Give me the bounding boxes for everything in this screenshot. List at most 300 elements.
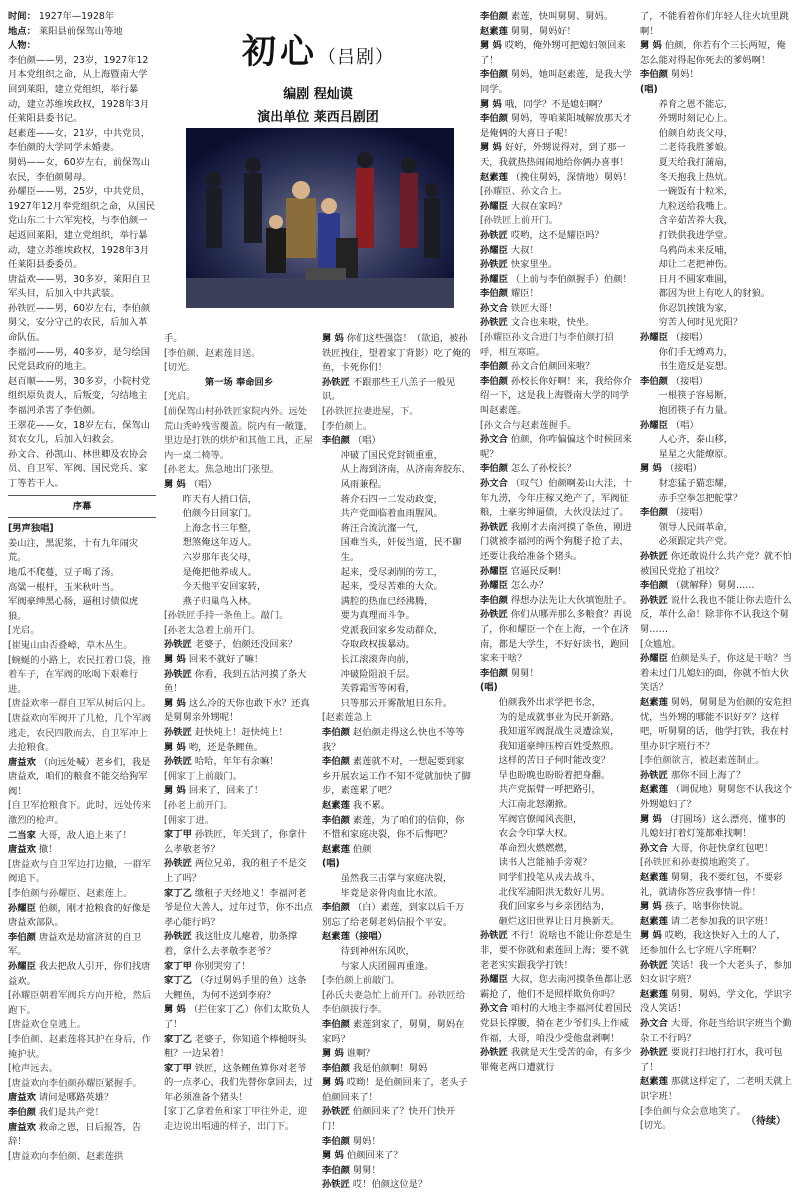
dialogue-line [480,1046,632,1075]
line-text: 回来不就好了嘛！ [188,654,264,666]
dialogue-line [322,1105,472,1134]
dialogue-line [322,1062,472,1077]
stage-direction: [孙氏夫妻急忙上前开门。孙铁匠给李伯颜拔行李。 [322,989,466,1016]
dialogue-line [322,843,472,858]
speaker-name: 家丁乙 [164,1033,192,1045]
paragraph: 高粱一根杆，玉米秋叶当。 [8,581,120,593]
dialogue-line [480,565,632,580]
lyric-line: 读书人岂能袖手旁观？ [498,857,592,869]
dialogue-line [640,988,794,1017]
paragraph: 了，不能看着你们年轻人往火坑里跳啊！ [640,11,789,37]
speaker-name: 舅 妈 [164,785,186,797]
lyric-line: 毕竟是亲骨肉血比水浓。 [340,887,443,899]
speaker-name: 李伯颜 [480,288,508,300]
speaker-name: 家丁甲 [164,1062,192,1074]
speaker-name: 赵素莲 [640,1076,668,1088]
speaker-name: 孙铁匠 [322,1106,350,1118]
speaker-name: 舅 妈 [322,1077,344,1089]
speaker-name: 家丁乙 [164,887,192,899]
dialogue-line [164,784,314,799]
stage-direction: [孙老太。焦急地出门张望。 [164,464,280,476]
line-text: （接唱） [670,375,709,387]
line-text: 大叔在家吗？ [510,200,567,212]
line-text: （调侃地）舅舅您不认我这个外甥媳妇了？ [640,784,792,811]
line-text: 撤！ [38,844,58,856]
lyric-line: 砸烂这旧世界让日月换新天。 [498,915,620,927]
speaker-name: 孙铁匠 [480,930,508,942]
lyric-line: 从上海到济南，从济南奔胶东、风雨兼程。 [340,464,471,490]
lyric-line: 人心齐，泰山移， [658,434,733,446]
lyric-line: 我们回家乡与乡亲团结为， [498,901,611,913]
dialogue-line [640,696,794,754]
line-text: （白）素莲，到家以后千万别忘了给老舅老妈信报个平安。 [322,902,465,928]
speaker-name: 孙文合 [480,1003,508,1015]
dialogue-line [164,1062,314,1106]
dialogue-line [640,419,794,434]
speaker-name: 时间： [8,11,36,22]
line-text: 请问是哪路英雄？ [38,1092,114,1104]
speaker-name: 二当家 [8,829,36,841]
lyric-line: 冲破了国民党封锁重重， [340,449,443,461]
lyric-line: 一根筷子容易断， [658,390,733,402]
lyric-line: 今天他平安回家转， [182,581,267,593]
lyric-line: 二老待我胜爹娘。 [658,142,733,154]
dialogue-line [480,258,632,273]
line-text: 说什么我也不能让你去造什么反，革什么命！除非你不认我这个舅舅…… [640,594,792,635]
line-text: 素莲到家了，舅舅，舅妈在家吗？ [322,1018,465,1045]
lyric-line: 与家人庆团圆再重逢。 [340,960,434,972]
lyric-line: 昨天有人捎口信， [182,493,257,505]
dialogue-line [480,273,632,288]
stage-direction: [孙铁匠上前开门。 [480,215,559,227]
dialogue-line [640,783,794,812]
speaker-name: 舅 妈 [322,333,344,344]
line-text: 铁匠，这条鲤鱼算你对老爷的一点孝心，我们先替你拿回去，过年必须准备个猪头！ [164,1062,313,1103]
speaker-name: 舅 妈 [164,741,186,753]
stage-direction: [佣家丁上前敲门。 [164,770,243,782]
speaker-name: 孙铁匠 [480,609,508,621]
dialogue-line [480,302,632,317]
lyric-line: 北伐军浦阳洪无数好儿男。 [498,886,611,898]
line-text: （接唱） [670,332,709,344]
dialogue-line [164,1033,314,1062]
speaker-name: 孙铁匠 [480,229,508,241]
paragraph: 赵百顺——男，30多岁，小院村党组织原负责人，后叛变，匀结地主李福河杀害了李伯颜。 [8,375,150,417]
dialogue-line [640,813,794,842]
speaker-name: 孙铁匠 [640,959,668,971]
speaker-name: 孙耀臣 [480,273,508,285]
speaker-name: 孙耀臣 [480,244,508,256]
dialogue-line [164,887,314,931]
dialogue-line [480,462,632,477]
speaker-name: 李伯颜 [322,756,350,768]
line-text: 伯颜，刚才抢粮食的好像是唐益欢部队。 [8,902,151,929]
lyric-line: 夺取政权拔暴动。 [340,639,415,651]
line-text: 哎哟，俺外甥可把媳妇领回来了！ [480,40,626,66]
producer: 演出单位 莱西吕剧团 [257,110,379,125]
stage-direction: [李伯颜上。 [322,420,373,432]
dialogue-line [640,550,794,579]
stage-direction: [自卫军抢粮食下。此时，远处传来激烈的枪声。 [8,800,152,827]
speaker-name: 赵素莲 [640,915,668,927]
speaker-name: 孙耀臣 [480,580,508,592]
dialogue-line [164,828,314,857]
lyric-line: 我知道军阀混战生灵遭涂炭， [498,726,620,738]
lyric-line: 为的是成就事业为民开新路。 [498,711,620,723]
lyric-line: 含辛茹苦养大我， [658,215,733,227]
paragraph: 李伯颜——男，23岁，1927年12月本党组织之命，从上海暨南大学回到莱阳，建立党组织，举行暴动，建立苏维埃政权，1928年3月任莱阳县委书记。 [8,54,150,125]
stage-direction: [切光。 [640,1120,672,1132]
stage-direction: [李伯颜与孙耀臣、赵素莲上。 [8,888,133,900]
dialogue-line [640,1075,794,1104]
dialogue-line [164,668,314,697]
lyric-line: 伯颜今日回家门。 [182,508,257,520]
dialogue-line [322,726,472,755]
speaker-name: 地点： [8,25,36,37]
dialogue-line [322,1149,472,1164]
line-text: 大叔，您去南河摸条鱼都让恶霸抢了，他们不是照样欺负你吗？ [480,974,632,1000]
line-text: 我刚才去南河摸了条鱼，刚进门就被李福河的两个狗腿子抢了去，还要让我给准备个猪头。 [480,521,632,562]
lyric-line: 你们手无缚鸡力， [658,346,733,358]
speaker-name: 舅 妈 [640,40,662,52]
line-text: （向远处喊）老乡们，我是唐益欢，咱们的粮食不能交给狗军阀！ [8,756,151,797]
line-text: 耀臣！ [510,288,539,300]
stage-direction: [崔嵬山由否叠嶂，草木丛生。 [8,639,133,651]
stage-direction: [孙耀臣、孙文合上。 [480,186,568,198]
dialogue-line [164,726,314,741]
text-column-1 [8,10,156,1162]
byline: 编剧 程灿谟 [283,87,353,102]
line-text: （接唱） [670,507,709,519]
speaker-name: 舅 妈 [640,901,662,913]
lyric-line: 革命烈火燃燃燃， [498,842,573,854]
line-text: （唱） [352,435,381,447]
paragraph: 手。 [164,333,183,344]
dialogue-line [480,39,632,68]
line-text: 哎！伯颜这位是？ [352,1179,428,1191]
line-text: 大哥，你赶快拿红包吧！ [670,842,774,854]
dialogue-line [480,98,632,113]
line-text: 舅舅，舅妈好！ [510,25,576,37]
scene-heading: 第一场 奉命回乡 [204,376,274,388]
speaker-name: 李伯颜 [640,375,668,387]
line-text: 舅舅！ [510,667,539,679]
line-text: 我不累。 [352,800,391,811]
lyric-line: 穷苦人何时见光阳？ [658,317,743,329]
line-text: 舅妈，她叫赵素莲，是我大学同学。 [480,69,632,95]
speaker-name: 孙耀臣 [640,332,668,344]
dialogue-line [640,900,794,915]
speaker-name: 舅 妈 [164,697,186,709]
dialogue-line [322,901,472,930]
speaker-name: 舅 妈 [480,98,502,110]
line-text: 舅妈，舅舅是为伯颜的安危担忧，当外甥的哪能不识好歹？这样吧，听舅舅的话，他学打铁，我在村里办识字班行不？ [640,696,792,752]
line-text: 舅妈！ [670,69,699,81]
dialogue-line [8,843,156,858]
line-text: 老婆子，你知道个棒槌呀头粗？一边呆着！ [164,1033,307,1060]
dialogue-line [322,930,472,945]
speaker-name: 舅 妈 [640,463,662,475]
speaker-name: 孙铁匠 [164,639,192,651]
stage-direction: [唐益欢仓皇逃上。 [8,1019,87,1031]
line-text: 回来了，回来了！ [188,785,264,797]
lyric-line: 乌鸦尚未来反哺， [658,244,733,256]
dialogue-line [640,871,794,900]
speaker-name: 孙文合 [640,1017,668,1029]
dialogue-line [164,697,314,726]
dialogue-line [8,829,156,844]
speaker-name: 李伯颜 [322,1135,350,1147]
line-text: 哎哟，这不是耀臣吗？ [510,229,604,241]
lyric-line: 蒋汪合流沆瀣一气， [340,522,425,534]
speaker-name: 孙铁匠 [164,931,192,943]
speaker-name: 赵素莲 [322,843,350,855]
dialogue-line [640,375,794,390]
speaker-name: 孙文合 [480,434,508,446]
speaker-name: 李伯颜 [322,1164,350,1176]
paragraph: 唐益欢——男，30多岁，莱阳自卫军头目，后加入中共武装。 [8,273,150,300]
text-column-4 [480,10,632,1130]
stage-direction: [孙铁匠拉妻进屋，下。 [322,405,419,417]
line-text: 缴租子天经地义！李福河老爷是位大善人，过年过节，你不出点孝心能行吗？ [164,887,313,928]
line-text: 怎么了孙校长？ [510,463,576,475]
line-text: 莱阳县前保驾山等地 [38,25,123,37]
speaker-name: 赵素莲 [640,784,668,796]
line-text: 不行！说啥也不能让你惹是生非，要不你就和素莲回上海；要不就老老实实跟我学打铁！ [480,930,632,971]
line-text: 我就是天生受苦的命，有多少罪俺老两口遭就行 [480,1047,632,1073]
paragraph: 军阀豪绅黑心肠，逼租讨债似虎狼。 [8,596,139,622]
line-text: 老婆子，伯颜还没回来？ [194,639,298,651]
stage-direction: [李伯颜、赵素莲目送。 [164,347,261,359]
dialogue-line [8,10,156,25]
dialogue-line [480,287,632,302]
line-text: 舅舅，我不要红包，不要彩礼，就请你答应我事情一件！ [640,872,783,898]
line-text: 你们这些强盗！（欲追，被孙铁匠拽住，望着家丁背影）吃了俺的鱼，卡死你们！ [322,333,471,374]
line-text: 赵伯颜走得这么快也不等等我？ [322,727,465,753]
line-text: 哎哟，我这快好入土的人了，还参加什么七字班八字班啊？ [640,930,786,956]
lyric-line: 起来，受尽剥削的劳工， [340,566,443,578]
speaker-name: 舅 妈 [322,1048,344,1060]
dialogue-line [164,755,314,770]
stage-direction: [蜿蜒的小路上，农民扛着口袋，推着车子，在军阀的吆喝下艰难行进。 [8,654,152,695]
stage-direction: [孙文合与赵素莲握手。 [480,419,577,431]
dialogue-line [480,1002,632,1046]
article-header [164,8,472,128]
speaker-name: 唐益欢 [8,1092,36,1104]
stage-direction: [唐益欢向李伯颜、赵素莲拱 [8,1150,124,1162]
speaker-name: 孙铁匠 [480,521,508,533]
speaker-name: 孙铁匠 [480,259,508,271]
paragraph: 舅妈——女，60岁左右，前保驾山农民，李伯颜舅母。 [8,156,150,183]
line-text: 哎呦！是伯颜回来了，老头子伯颜回来了！ [322,1077,468,1103]
dialogue-line [164,960,314,975]
paragraph: 王翠花——女，18岁左右，保驾山贫农女儿，后加入妇救会。 [8,419,150,446]
dialogue-line [480,360,632,375]
stage-direction: [孙老太急着上前开门。 [164,624,261,636]
line-text: （接唱） [664,463,703,475]
speaker-name: 舅 妈 [164,478,186,490]
line-text: 舅舅，舅妈，学文化，学识字没人笑话！ [640,988,792,1015]
paragraph: 地瓜不爬蔓，豆子喝了汤。 [8,566,120,578]
lyric-line: 一碗饭有十粒米， [658,186,733,198]
dialogue-line [640,462,794,477]
line-text: 伯颜，你咋偏偏这个时候回来呢？ [480,434,632,460]
line-text: （唱） [188,478,217,490]
dialogue-line [164,857,314,886]
speaker-name: 孙文合 [480,478,508,489]
line-text: 孩子，啥事你快说。 [664,901,749,913]
line-text: 伯颜 [352,843,372,855]
line-text: 请二老参加我的识字班！ [670,915,774,927]
stage-direction: [孙耀臣孙文合进门与李伯颜打招呼，相互寒暄。 [480,332,614,358]
stage-direction: [唐益欢向军阀开了几枪，几个军阀逃走，农民四散而去，自卫军冲上去抢粮食。 [8,712,152,754]
dialogue-line [8,931,156,960]
lyric-line: 芙蓉霜雪等闲看， [340,683,415,695]
speaker-name: 舅 妈 [640,813,662,825]
speaker-name: 李伯颜 [322,1018,350,1030]
speaker-name: 孙铁匠 [164,668,192,680]
dialogue-line [480,171,632,186]
dialogue-line [480,667,632,682]
line-text: 不跟那些王八羔子一般见识。 [322,376,456,403]
lyric-line: 要为真理而斗争。 [340,610,415,622]
speaker-name: 舅 妈 [164,1004,186,1016]
dialogue-line [480,477,632,521]
dialogue-line [164,1003,314,1032]
lyric-line: 你忍饥挨饿为家， [658,302,733,314]
line-text: 救命之恩，日后报答，告辞！ [8,1121,142,1148]
dialogue-line [322,1178,472,1193]
speaker-name: [男声独唱] [8,523,54,535]
line-text: 伯颜回来了？快开门快开门！ [322,1106,456,1133]
dialogue-line [322,1047,472,1062]
lyric-line: 共产党面临着血雨腥风。 [340,508,443,520]
dialogue-line [640,842,794,857]
speaker-name: 李伯颜 [640,69,668,81]
speaker-name: 孙铁匠 [322,1179,350,1191]
dialogue-line [322,814,472,843]
lyric-line: 星星之火能燎原。 [658,448,733,460]
line-text: 素莲，为了咱们的信仰，你不惜和家庭决裂，你不后悔吧？ [322,814,465,841]
speaker-name: 赵素莲 [640,988,668,1000]
line-text: （拦住家丁乙）你们太欺负人了！ [164,1004,310,1030]
speaker-name: 孙铁匠 [164,756,192,768]
line-text: （就解释）舅舅…… [670,580,755,592]
line-text: 赶快炖上！赶快炖上！ [194,727,288,739]
speaker-name: 孙耀臣 [640,653,668,665]
title-text: 初心 [242,32,318,72]
line-text: 你看，我到五沽河摸了条大鱼！ [164,668,307,695]
lyric-line: 六岁那年丧父母， [182,551,257,563]
stage-direction: [切光。 [164,362,196,374]
speaker-name: 李伯颜 [322,814,350,826]
speaker-name: 李伯颜 [480,69,508,81]
text-column-3 [322,332,472,1191]
lyric-line: 都因为世上有吃人的豺狼。 [658,288,771,300]
line-text: （唱） [670,419,699,431]
lyric-line: 只等那云开雾散旭日东升。 [340,697,453,709]
dialogue-line [480,929,632,973]
stage-direction: [唐益欢与自卫军边打边撤，一群军阀追下。 [8,858,152,885]
speaker-name: (唱) [322,858,340,870]
speaker-name: 赵素莲 [640,696,668,708]
speaker-name: 李伯颜 [322,902,350,914]
speaker-name: (唱) [640,83,658,95]
dialogue-line [322,332,472,376]
dialogue-line [640,579,794,594]
dialogue-line [8,902,156,931]
lyric-line: 军阀官僚闻风丧胆， [498,813,583,825]
dialogue-line [8,39,156,54]
play-title [164,24,472,73]
dialogue-line [8,522,156,537]
speaker-name: 孙文合 [480,302,508,314]
dialogue-line [640,915,794,930]
speaker-name: 李伯颜 [8,1106,36,1118]
dialogue-line [640,1017,794,1046]
dialogue-line [480,594,632,609]
dialogue-line [322,1135,472,1150]
speaker-name: 李伯颜 [8,931,36,943]
speaker-name: 舅 妈 [480,40,502,52]
line-text: 舅舅！ [352,1164,381,1176]
lyric-line: 我知道豪绅压榨百姓受熬煎。 [498,740,620,752]
line-text: （叹气）伯颜啊姜山大洼，十年九涝，今年庄稼又绝产了，军阀征粮，土豪劣绅逼债，大伙没法过了。 [480,478,632,519]
line-text: （挽住舅妈，深情地）舅妈！ [510,171,632,183]
stage-direction: [孙铁匠手持一条鱼上。敲门。 [164,610,289,622]
line-text: 素莲，快叫舅舅、舅妈。 [510,11,614,22]
line-text: 铁匠大哥！ [510,302,558,314]
line-text: 舅妈！ [352,1135,381,1147]
dialogue-line [164,741,314,756]
line-text: 伯颜，你若有个三长两短，俺怎么能对得起你死去的爹妈啊！ [640,40,786,66]
dialogue-line [640,594,794,638]
line-text: 你别哭穷了！ [194,960,251,972]
line-text: 我这肚皮儿瘪着，肋条撑着，拿什么去孝敬李老爷？ [164,931,298,957]
stage-direction: [唐益欢向李伯颜孙耀臣紧握手。 [8,1077,142,1089]
dialogue-line [322,434,472,449]
speaker-name: 家丁甲 [164,960,192,972]
line-text: 哦，同学？不是媳妇啊？ [504,98,608,110]
lyric-line: 养育之恩不能忘， [658,98,733,110]
line-text: 官逼民反啊！ [510,565,567,577]
dialogue-line [8,1121,156,1150]
speaker-name: 孙铁匠 [480,1047,508,1059]
stage-direction: [孙耀臣朝着军阀兵方向开枪，然后跑下。 [8,990,152,1016]
speaker-name: 孙耀臣 [8,961,36,972]
paragraph: 赵素莲——女，21岁，中共党员，李伯颜的大学同学未婚妻。 [8,127,150,154]
lyric-line: 伯颜我外出求学把书念， [498,696,601,708]
lyric-line: 国难当头，奸佞当道，民不聊生。 [340,537,462,563]
dialogue-line [164,638,314,653]
lyric-line: 是俺把他养成人。 [182,566,257,578]
dialogue-line [640,959,794,988]
line-text: 素莲就不对，一想起要到家乡开展农运工作不知不觉就加快了脚步，素莲累了吧？ [322,756,471,797]
dialogue-line [8,1091,156,1106]
text-column-5 [640,10,794,1130]
speaker-name: 李伯颜 [480,594,508,606]
line-text: 这么冷的天你也敢下水？还真是舅舅亲外甥呢！ [164,697,310,724]
stage-direction: [李伯颜欲言，被赵素莲制止。 [640,755,765,767]
speaker-name: 舅 妈 [322,1150,344,1162]
dialogue-line [164,930,314,959]
lyric-line: 早也盼晚也盼盼着把身翻。 [498,769,611,781]
stage-direction: [孙铁匠和孙妻摸地跑笑了。 [640,857,756,869]
stage-direction: [孙老上前开门。 [164,800,233,811]
line-text: 大叔！ [510,244,539,256]
speaker-name: 家丁乙 [164,975,192,987]
dialogue-line [640,331,794,346]
